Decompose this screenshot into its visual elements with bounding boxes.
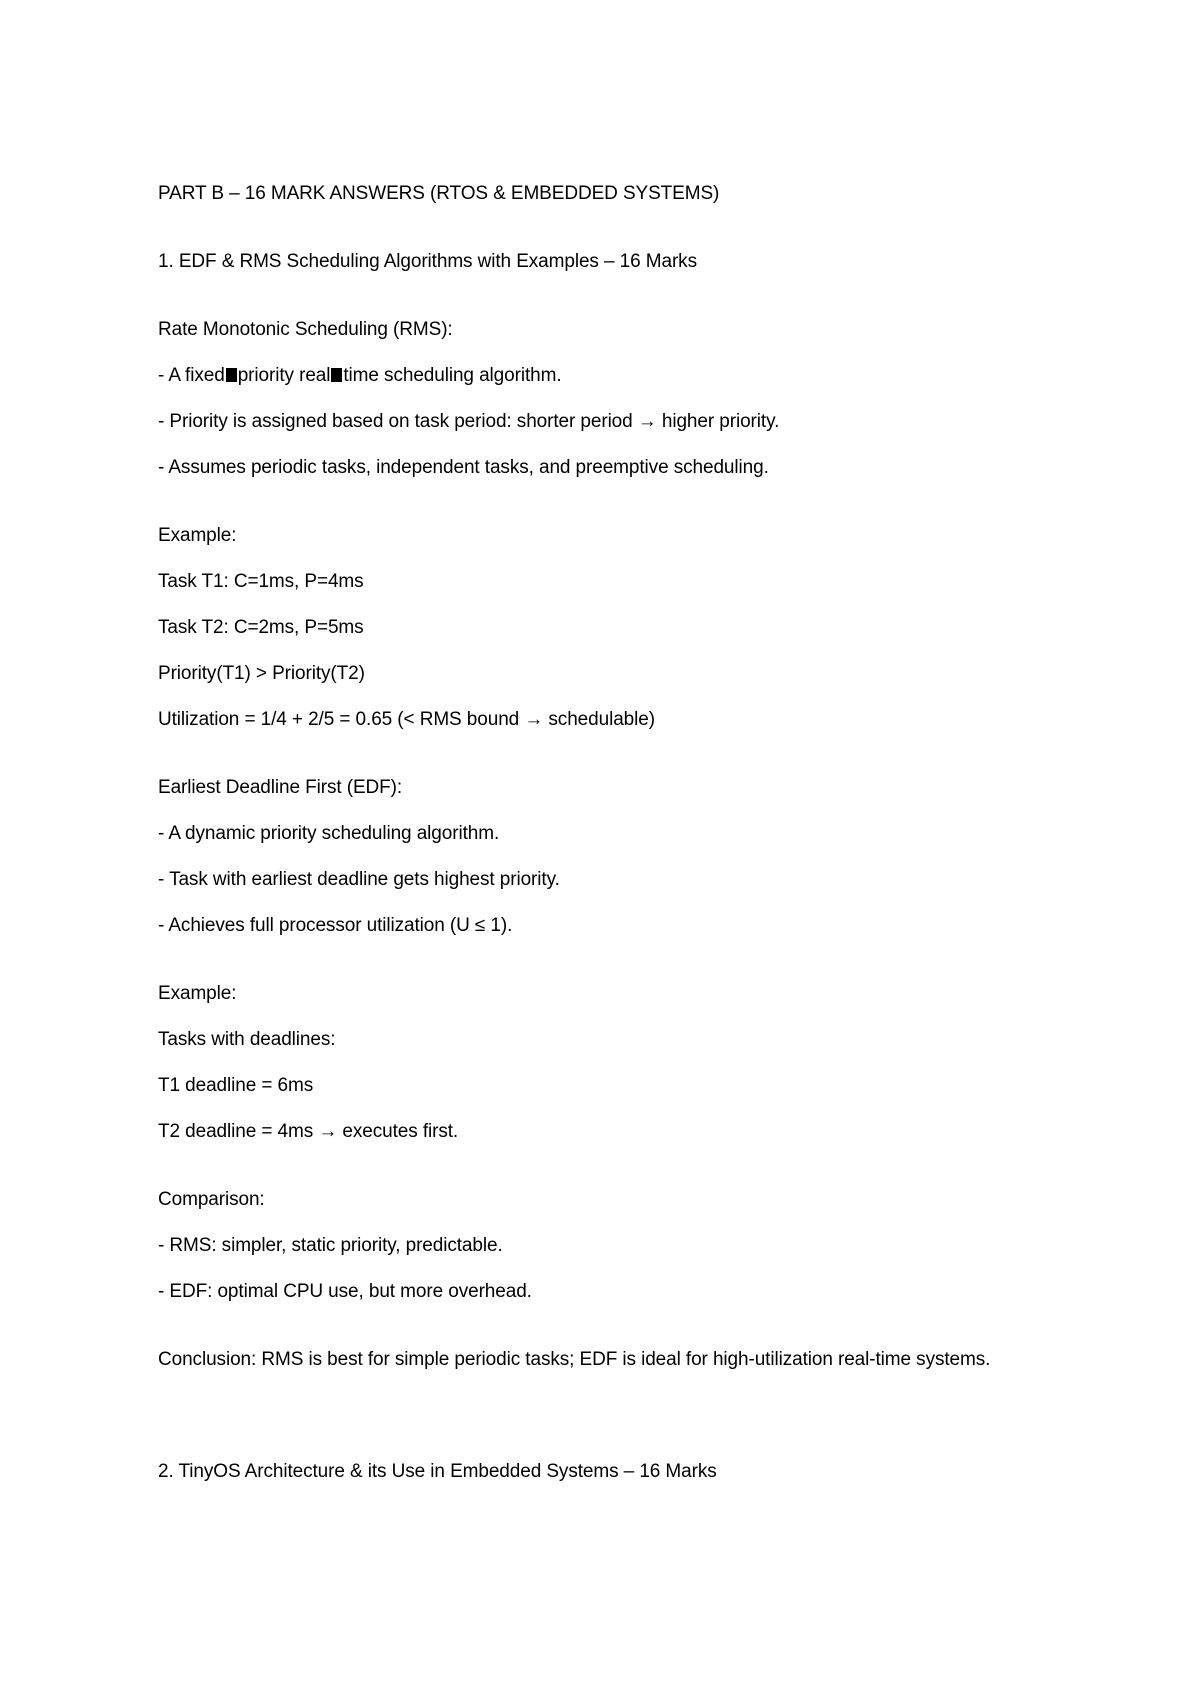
- question-1-title: 1. EDF & RMS Scheduling Algorithms with Examples – 16 Marks: [158, 251, 697, 272]
- edf-t1-deadline: T1 deadline = 6ms: [158, 1075, 314, 1096]
- rms-bullet-1: [158, 364, 562, 388]
- edf-tasks-label: Tasks with deadlines:: [158, 1029, 336, 1050]
- missing-glyph-icon: [331, 368, 342, 382]
- conclusion-paragraph: Conclusion: RMS is best for simple periodic tasks; EDF is ideal for high-utilization real-time systems.: [158, 1349, 991, 1370]
- edf-bullet-1: - A dynamic priority scheduling algorithm.: [158, 823, 500, 844]
- comparison-edf: - EDF: optimal CPU use, but more overhead.: [158, 1281, 532, 1302]
- rms-utilization: Utilization = 1/4 + 2/5 = 0.65 (< RMS bound → schedulable): [158, 709, 655, 730]
- rms-task-2: Task T2: C=2ms, P=5ms: [158, 617, 364, 638]
- edf-bullet-3: - Achieves full processor utilization (U ≤ 1).: [158, 915, 513, 936]
- comparison-heading: Comparison:: [158, 1189, 265, 1210]
- rms-bullet-1-part-1: - A fixed: [158, 365, 225, 386]
- rms-example-label: Example:: [158, 525, 237, 546]
- rms-bullet-1-part-2: priority real: [237, 365, 331, 386]
- edf-heading: Earliest Deadline First (EDF):: [158, 777, 403, 798]
- part-heading: PART B – 16 MARK ANSWERS (RTOS & EMBEDDED SYSTEMS): [158, 183, 720, 204]
- edf-bullet-2: - Task with earliest deadline gets highest priority.: [158, 869, 560, 890]
- question-2-title: 2. TinyOS Architecture & its Use in Embedded Systems – 16 Marks: [158, 1461, 717, 1482]
- rms-heading: Rate Monotonic Scheduling (RMS):: [158, 319, 453, 340]
- rms-priority: Priority(T1) > Priority(T2): [158, 663, 365, 684]
- rms-bullet-1-part-3: time scheduling algorithm.: [343, 365, 562, 386]
- edf-example-label: Example:: [158, 983, 237, 1004]
- rms-bullet-2: - Priority is assigned based on task period: shorter period → higher priority.: [158, 411, 780, 432]
- missing-glyph-icon: [226, 368, 237, 382]
- edf-t2-deadline: T2 deadline = 4ms → executes first.: [158, 1121, 459, 1142]
- rms-task-1: Task T1: C=1ms, P=4ms: [158, 571, 364, 592]
- comparison-rms: - RMS: simpler, static priority, predictable.: [158, 1235, 503, 1256]
- rms-bullet-3: - Assumes periodic tasks, independent tasks, and preemptive scheduling.: [158, 457, 769, 478]
